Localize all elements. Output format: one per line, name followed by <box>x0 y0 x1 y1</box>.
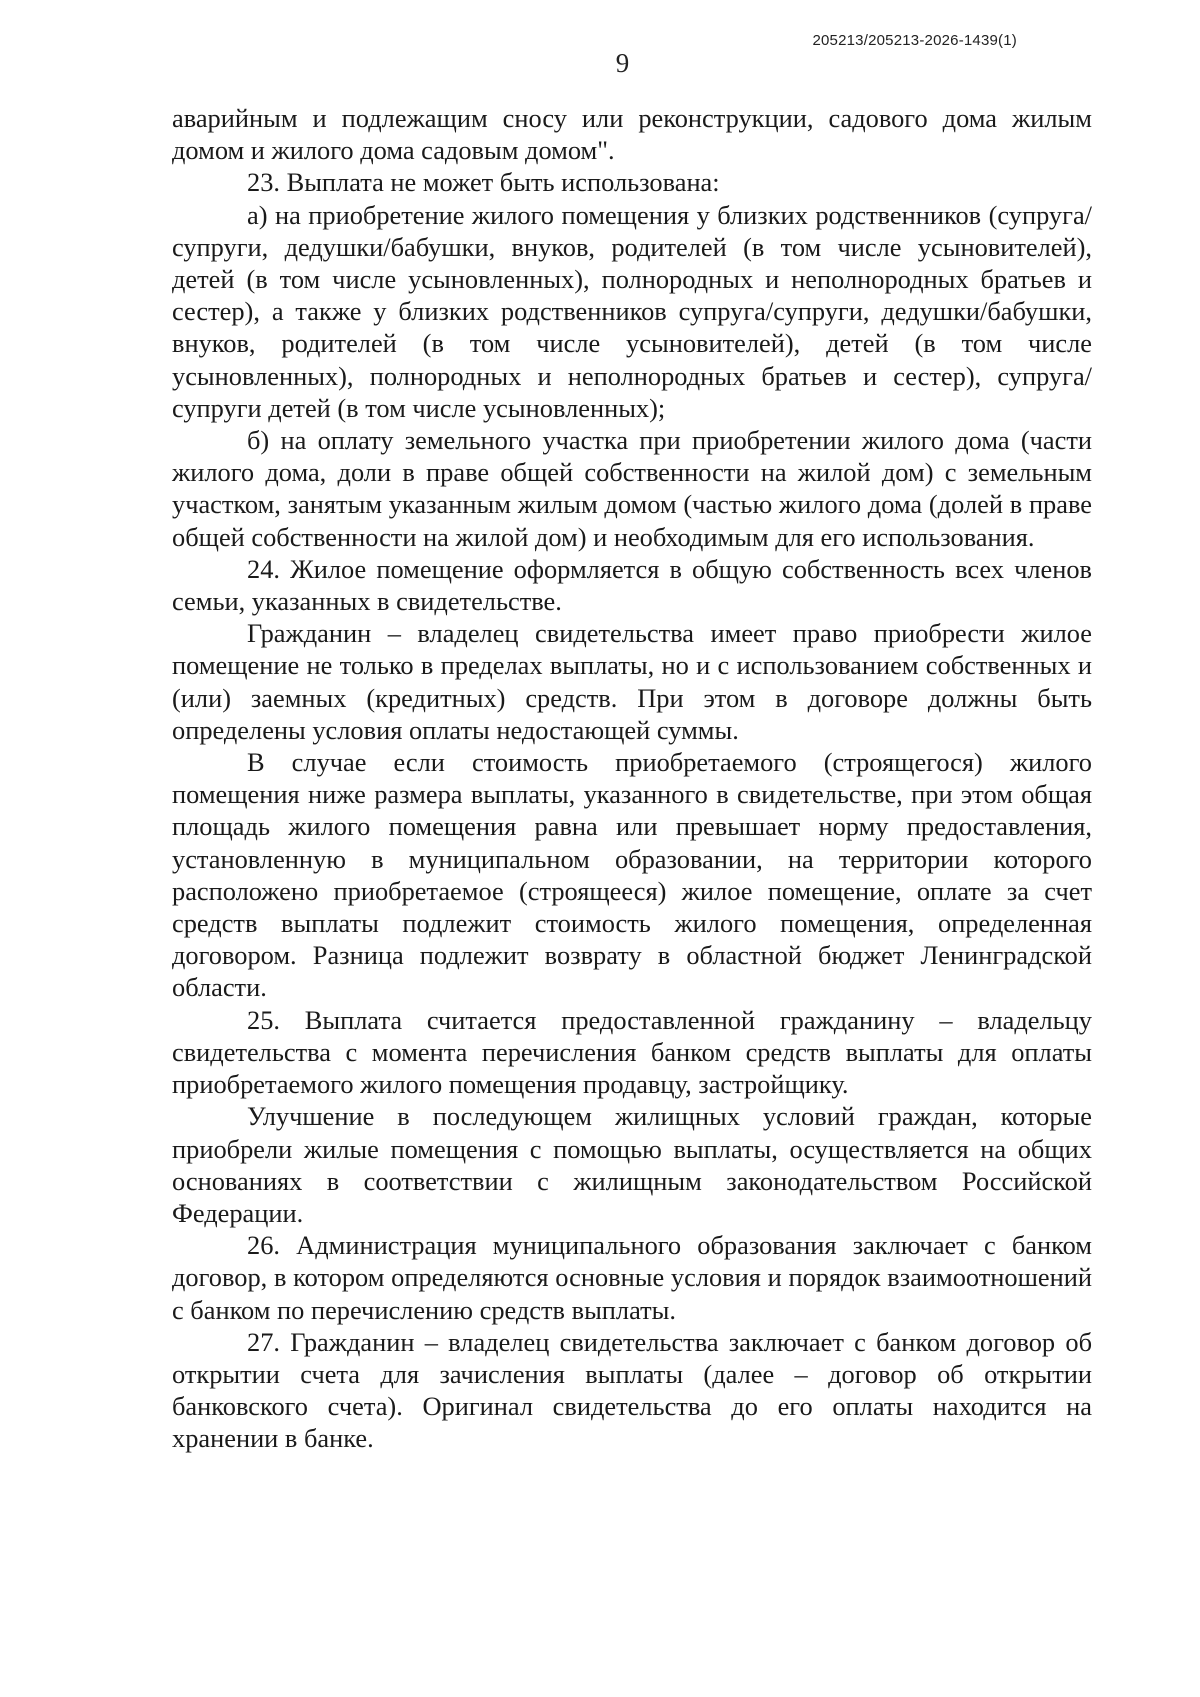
paragraph-item-27: 27. Гражданин – владелец свидетельства заключает с банком договор об открытии счета для зачисления выплаты (далее – договор об открытии банковского счета). Оригинал свидетельства до его оплаты находится на хранении в банке. <box>172 1326 1092 1454</box>
paragraph-item-26: 26. Администрация муниципального образования заключает с банком договор, в котором определяются основные условия и порядок взаимоотношений с банком по перечислению средств выплаты. <box>172 1230 1092 1325</box>
paragraph-item-23b: б) на оплату земельного участка при приобретении жилого дома (части жилого дома, доли в праве общей собственности на жилой дом) с земельным участком, занятым указанным жилым домом (частью жилого дома (долей в праве общей собственности на жилой дом) и необходимым для его использования. <box>172 425 1092 552</box>
paragraph-item-25: 25. Выплата считается предоставленной гражданину – владельцу свидетельства с момента перечисления банком средств выплаты для оплаты приобретаемого жилого помещения продавцу, застройщику. <box>172 1004 1092 1100</box>
paragraph-owner-rights: Гражданин – владелец свидетельства имеет право приобрести жилое помещение не только в пределах выплаты, но и с использованием собственных и (или) заемных (кредитных) средств. При этом в договоре должны быть определены условия оплаты недостающей суммы. <box>172 618 1092 745</box>
document-body <box>172 102 1092 1455</box>
paragraph-item-23: 23. Выплата не может быть использована: <box>247 167 720 198</box>
paragraph-continuation: аварийным и подлежащим сносу или реконструкции, садового дома жилым домом и жилого дома садовым домом". <box>172 103 1092 166</box>
document-id: 205213/205213-2026-1439(1) <box>812 32 1017 49</box>
paragraph-cost-difference: В случае если стоимость приобретаемого (строящегося) жилого помещения ниже размера выплаты, указанного в свидетельстве, при этом общая площадь жилого помещения равна или превышает норму предоставления, установленную в муниципальном образовании, на территории которого расположено приобретаемое (строящееся) жилое помещение, оплате за счет средств выплаты подлежит стоимость жилого помещения, определенная договором. Разница подлежит возврату в областной бюджет Ленинградской области. <box>172 747 1092 1003</box>
paragraph-housing-improvement: Улучшение в последующем жилищных условий граждан, которые приобрели жилые помещения с помощью выплаты, осуществляется на общих основаниях в соответствии с жилищным законодательством Российской Федерации. <box>172 1101 1092 1228</box>
paragraph-item-24: 24. Жилое помещение оформляется в общую собственность всех членов семьи, указанных в свидетельстве. <box>172 553 1092 617</box>
paragraph-item-23a: а) на приобретение жилого помещения у близких родственников (супруга/супруги, дедушки/бабушки, внуков, родителей (в том числе усыновителей), детей (в том числе усыновленных), полнородных и неполнородных братьев и сестер), а также у близких родственников супруга/супруги, дедушки/бабушки, внуков, родителей (в том числе усыновителей), детей (в том числе усыновленных), полнородных и неполнородных братьев и сестер), супруга/супруги детей (в том числе усыновленных); <box>172 199 1092 423</box>
page-number: 9 <box>615 48 630 78</box>
